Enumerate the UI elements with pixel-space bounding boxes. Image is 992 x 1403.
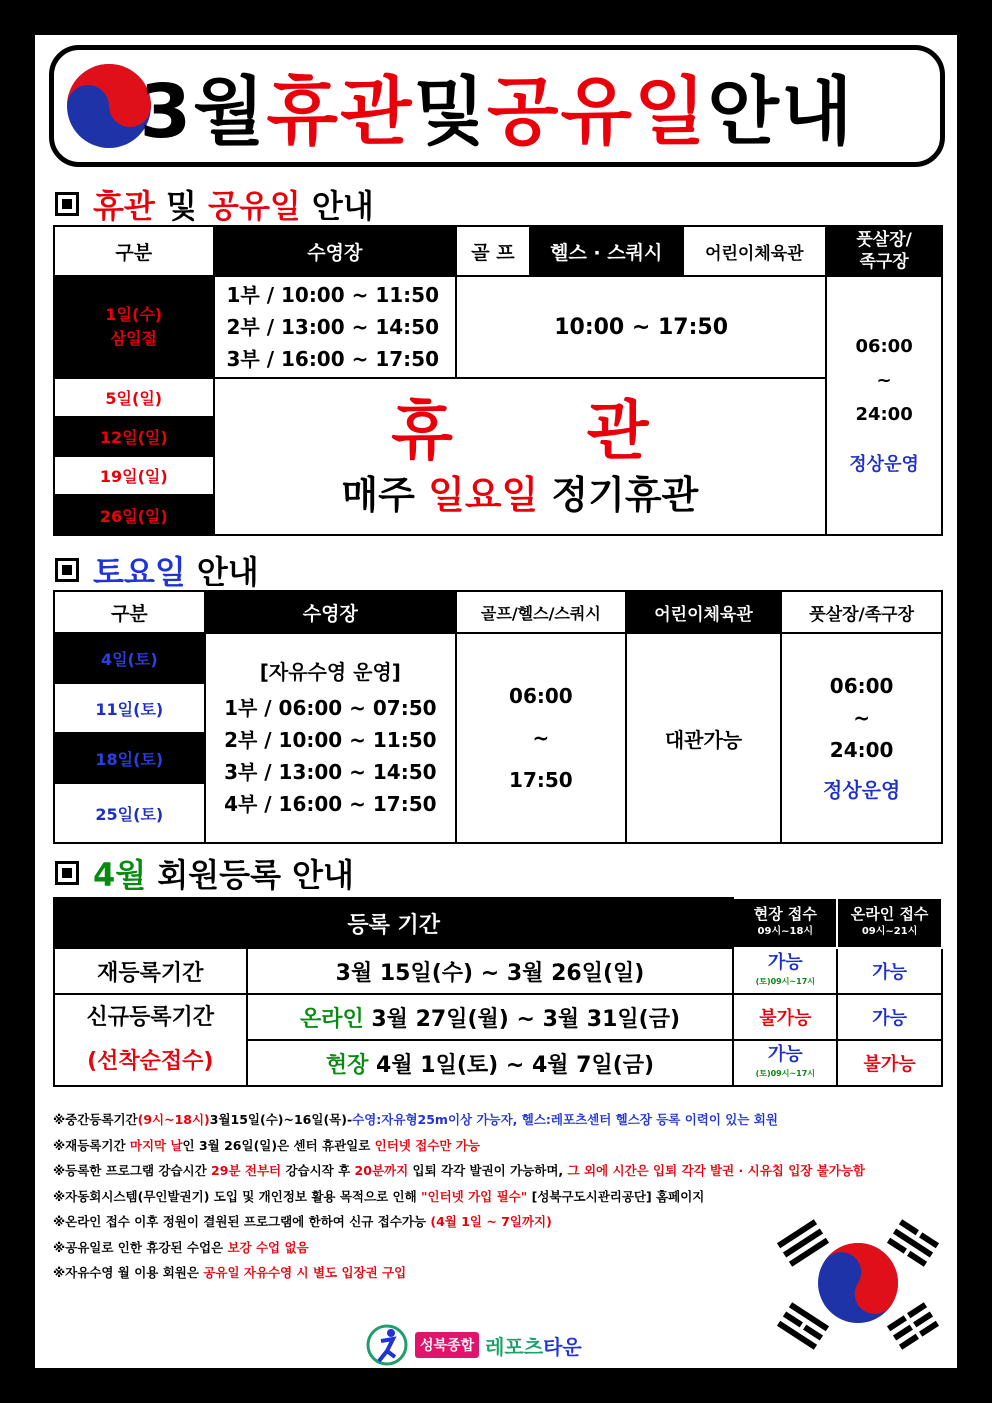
header-pool: 수영장 bbox=[214, 226, 457, 276]
note-3f: 그 외에 시간은 입퇴 각각 발권 · 시유칩 입장 불가능함 bbox=[567, 1163, 866, 1178]
note-2c: 인 3월 26일(일)은 센터 휴관일로 bbox=[182, 1137, 375, 1153]
closure-table bbox=[53, 225, 943, 536]
futsal-close: 24:00 bbox=[855, 403, 913, 425]
mar1-hours: 10:00 ~ 17:50 bbox=[456, 276, 826, 378]
reg-header-online bbox=[837, 898, 942, 948]
saturday-table bbox=[53, 590, 943, 844]
weekly-every: 매주 bbox=[341, 472, 429, 517]
new2-onsite-status: 가능 bbox=[767, 1044, 803, 1065]
korean-flag-icon bbox=[763, 1208, 953, 1358]
sec1-holiday: 공유일 bbox=[208, 187, 301, 225]
note-1 bbox=[53, 1107, 953, 1133]
sat-golf-close: 17:50 bbox=[509, 768, 573, 792]
closed-big-text: 휴 관 bbox=[391, 394, 649, 469]
new-label-line2: (선착순접수) bbox=[87, 1049, 214, 1074]
reg-header-online-label: 온라인 접수 bbox=[850, 905, 929, 923]
note-3d: 20분까지 bbox=[354, 1163, 409, 1178]
notice-sheet bbox=[35, 35, 957, 1368]
title-and: 및 bbox=[413, 69, 487, 155]
note-2b: 마지막 날 bbox=[129, 1137, 183, 1153]
header-futsal bbox=[826, 226, 942, 276]
new2-prefix: 현장 bbox=[325, 1052, 369, 1078]
logo-name bbox=[485, 1331, 582, 1360]
page-title bbox=[54, 50, 940, 162]
sec1-guide: 안내 bbox=[300, 187, 374, 225]
sat-header-futsal: 풋살장/족구장 bbox=[781, 591, 942, 633]
header-futsal-line1: 풋살장/ bbox=[856, 230, 912, 250]
date-sun19: 19일(일) bbox=[54, 456, 214, 495]
sat-pool-session-3: 3부 / 13:00 ~ 14:50 bbox=[224, 760, 437, 784]
runner-logo-icon bbox=[365, 1323, 409, 1367]
reg-header-online-time: 09시~21시 bbox=[861, 926, 918, 937]
note-2a: ※재등록기간 bbox=[53, 1137, 130, 1153]
sat-futsal-hours bbox=[781, 633, 942, 843]
sat-golf-hours bbox=[456, 633, 626, 843]
re-label: 재등록기간 bbox=[54, 948, 247, 994]
date-sat4: 4일(토) bbox=[54, 633, 205, 683]
pool-session-1: 1부 / 10:00 ~ 11:50 bbox=[226, 283, 439, 307]
new2-dates: 4월 1일(토) ~ 4월 7일(금) bbox=[368, 1052, 655, 1078]
sat-pool-session-2: 2부 / 10:00 ~ 11:50 bbox=[224, 728, 437, 752]
sat-futsal-open: 06:00 bbox=[829, 674, 894, 698]
sat-kids: 대관가능 bbox=[626, 633, 782, 843]
bullet-square-icon bbox=[55, 192, 79, 216]
new2-onsite-note: (토)09시~17시 bbox=[755, 1069, 816, 1078]
note-3b: 29분 전부터 bbox=[211, 1163, 282, 1178]
re-onsite-note: (토)09시~17시 bbox=[755, 977, 816, 986]
sat-header-gubun: 구분 bbox=[54, 591, 205, 633]
sec2-guide: 안내 bbox=[185, 553, 259, 591]
date-sun26: 26일(일) bbox=[54, 495, 214, 535]
weekly-sunday: 일요일 bbox=[428, 472, 539, 517]
new2-period bbox=[247, 1040, 734, 1086]
title-month: 3월 bbox=[139, 69, 267, 155]
note-2 bbox=[53, 1133, 953, 1159]
note-5a: ※온라인 접수 이후 정원이 결원된 프로그램에 한하여 신규 접수가능 bbox=[53, 1214, 431, 1229]
note-2d: 인터넷 접수만 가능 bbox=[374, 1137, 480, 1153]
sat-futsal-close: 24:00 bbox=[829, 738, 894, 762]
reg-header-onsite bbox=[733, 898, 837, 948]
sat-pool-title: [자유수영 운영] bbox=[259, 660, 401, 684]
new1-online: 가능 bbox=[837, 994, 942, 1040]
sat-golf-tilde: ~ bbox=[532, 726, 550, 750]
sat-pool-session-1: 1부 / 06:00 ~ 07:50 bbox=[224, 696, 437, 720]
re-onsite bbox=[733, 948, 837, 994]
futsal-hours bbox=[826, 276, 942, 535]
section-heading-closures bbox=[55, 181, 374, 227]
title-holiday: 공유일 bbox=[487, 69, 708, 155]
date-mar1 bbox=[54, 276, 214, 378]
date-sat25: 25일(토) bbox=[54, 783, 205, 843]
note-3a: ※등록한 프로그램 강습시간 bbox=[53, 1163, 212, 1178]
logo-name-1: 레포츠 bbox=[485, 1334, 544, 1359]
logo-name-2: 타운 bbox=[543, 1334, 582, 1359]
sports-town-logo bbox=[365, 1323, 582, 1367]
note-4c: [성북구도시관리공단] 홈페이지 bbox=[527, 1188, 705, 1204]
section-heading-saturday bbox=[55, 547, 259, 593]
note-1c: 3월15일(수)~16일(목)- bbox=[209, 1112, 353, 1127]
futsal-status: 정상운영 bbox=[849, 453, 919, 475]
header-gubun: 구분 bbox=[54, 226, 214, 276]
futsal-open: 06:00 bbox=[855, 335, 913, 357]
note-3e: 입퇴 각각 발권이 가능하며, bbox=[408, 1163, 568, 1178]
sat-header-kids: 어린이체육관 bbox=[626, 591, 782, 633]
sat-header-pool: 수영장 bbox=[205, 591, 456, 633]
re-period: 3월 15일(수) ~ 3월 26일(일) bbox=[247, 948, 734, 994]
new-label-line1: 신규등록기간 bbox=[86, 1005, 215, 1030]
title-closed: 휴관 bbox=[266, 69, 414, 155]
note-7b: 공유일 자유수영 시 별도 입장권 구입 bbox=[203, 1265, 407, 1280]
reg-header-period: 등록 기간 bbox=[54, 898, 733, 948]
re-online: 가능 bbox=[837, 948, 942, 994]
title-banner bbox=[49, 45, 945, 167]
note-6b: 보강 수업 없음 bbox=[227, 1239, 309, 1255]
page-frame bbox=[15, 15, 977, 1388]
note-1d: 수영:자유형25m이상 가능자, 헬스:레포츠센터 헬스장 등록 이력이 있는 회원 bbox=[352, 1112, 778, 1127]
weekly-closure bbox=[215, 470, 826, 520]
logo-badge: 성북종합 bbox=[415, 1332, 479, 1358]
sec3-april: 4월 bbox=[93, 856, 147, 894]
sat-futsal-status: 정상운영 bbox=[823, 778, 901, 802]
new2-online: 불가능 bbox=[837, 1040, 942, 1086]
note-5b: (4월 1일 ~ 7일까지) bbox=[430, 1214, 552, 1229]
pool-session-2: 2부 / 13:00 ~ 14:50 bbox=[226, 315, 439, 339]
note-4b: "인터넷 가입 필수" bbox=[421, 1188, 528, 1204]
note-1a: ※중간등록기간 bbox=[53, 1112, 138, 1127]
note-3c: 강습시작 후 bbox=[281, 1163, 355, 1178]
sat-golf-open: 06:00 bbox=[509, 684, 573, 708]
reg-header-onsite-label: 현장 접수 bbox=[753, 905, 817, 923]
sunday-closed bbox=[214, 378, 827, 535]
pool-session-3: 3부 / 16:00 ~ 17:50 bbox=[226, 347, 439, 371]
registration-table bbox=[53, 897, 943, 1087]
sat-pool-session-4: 4부 / 16:00 ~ 17:50 bbox=[224, 792, 437, 816]
note-1b: (9시~18시) bbox=[137, 1112, 210, 1127]
weekly-regular-closure: 정기휴관 bbox=[538, 472, 699, 517]
note-6a: ※공유일로 인한 휴강된 수업은 bbox=[53, 1239, 228, 1255]
note-3 bbox=[53, 1158, 953, 1184]
bullet-square-icon bbox=[55, 861, 79, 885]
futsal-tilde: ~ bbox=[876, 369, 892, 391]
section-heading-registration bbox=[55, 850, 354, 896]
sat-pool-sessions bbox=[205, 633, 456, 843]
pool-sessions bbox=[214, 276, 457, 378]
note-4a: ※자동회시스템(무인발권기) 도입 및 개인정보 활용 목적으로 인해 bbox=[53, 1188, 421, 1204]
header-kids: 어린이체육관 bbox=[683, 226, 827, 276]
date-sun5: 5일(일) bbox=[54, 378, 214, 417]
sat-futsal-tilde: ~ bbox=[853, 706, 871, 730]
new1-dates: 3월 27일(월) ~ 3월 31일(금) bbox=[363, 1006, 681, 1032]
new1-prefix: 온라인 bbox=[299, 1006, 364, 1032]
new-label bbox=[54, 994, 247, 1086]
note-4 bbox=[53, 1184, 953, 1210]
date-mar1-label: 1일(수) bbox=[105, 305, 163, 324]
reg-header-onsite-time: 09시~18시 bbox=[757, 926, 814, 937]
new1-period bbox=[247, 994, 734, 1040]
date-mar1-holiday: 삼일절 bbox=[110, 329, 157, 348]
sec1-and: 및 bbox=[154, 187, 209, 225]
date-sat11: 11일(토) bbox=[54, 683, 205, 733]
re-onsite-status: 가능 bbox=[767, 952, 803, 973]
title-guide: 안내 bbox=[707, 69, 855, 155]
header-health: 헬스 · 스쿼시 bbox=[530, 226, 683, 276]
date-sat18: 18일(토) bbox=[54, 733, 205, 783]
header-golf: 골 프 bbox=[456, 226, 530, 276]
bullet-square-icon bbox=[55, 558, 79, 582]
new1-onsite: 불가능 bbox=[733, 994, 837, 1040]
sec2-saturday: 토요일 bbox=[93, 553, 186, 591]
sec3-guide: 회원등록 안내 bbox=[146, 856, 354, 894]
new2-onsite bbox=[733, 1040, 837, 1086]
header-futsal-line2: 족구장 bbox=[859, 252, 909, 272]
note-7a: ※자유수영 월 이용 회원은 bbox=[53, 1265, 204, 1280]
sec1-closed: 휴관 bbox=[93, 187, 155, 225]
sat-header-golf: 골프/헬스/스쿼시 bbox=[456, 591, 626, 633]
date-sun12: 12일(일) bbox=[54, 417, 214, 456]
